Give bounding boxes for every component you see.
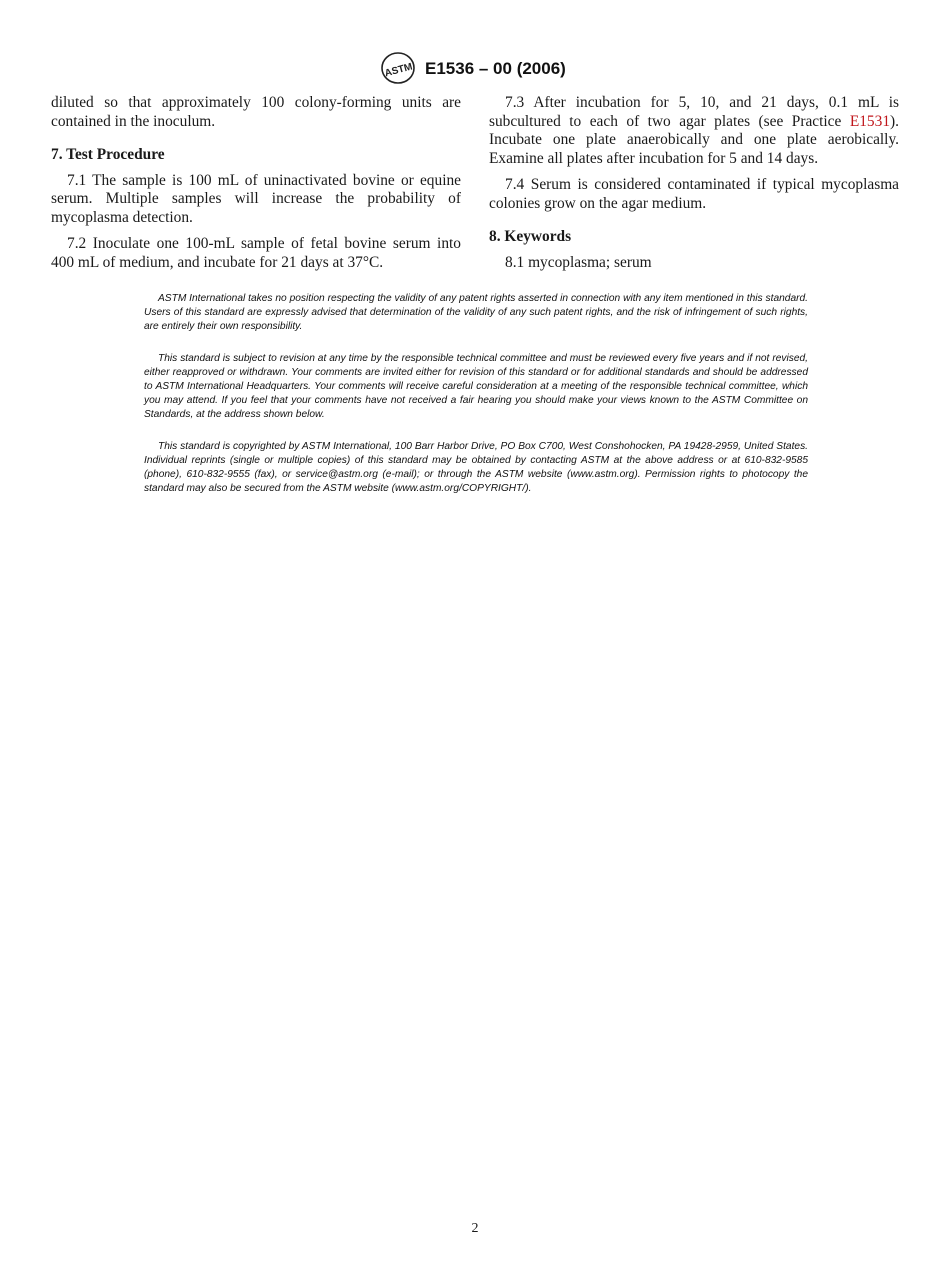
section-8-heading: 8. Keywords xyxy=(489,228,572,245)
paragraph-7-3-text: 7.3 After incubation for 5, 10, and 21 days, 0.1 mL is subcultured to each of two agar plates (see Practice xyxy=(489,94,899,130)
section-7-heading: 7. Test Procedure xyxy=(51,146,165,163)
paragraph-7-2: 7.2 Inoculate one 100-mL sample of fetal bovine serum into 400 mL of medium, and incubate for 21 days at 37°C. xyxy=(51,235,461,271)
continued-paragraph: diluted so that approximately 100 colony-forming units are contained in the inoculum. xyxy=(51,94,461,130)
paragraph-7-3 xyxy=(489,94,899,168)
legal-footnotes xyxy=(144,292,808,514)
svg-text:ASTM: ASTM xyxy=(383,61,414,80)
revision-notice: This standard is subject to revision at any time by the responsible technical committee and must be reviewed every five years and if not revised, either reapproved or withdrawn. Your comments are invited either for revision of this standard or for additional standards and should be addressed to ASTM International Headquarters. Your comments will receive careful consideration at a meeting of the responsible technical committee, which you may attend. If you feel that your comments have not received a fair hearing you should make your views known to the ASTM Committee on Standards, at the address shown below. xyxy=(144,353,808,420)
right-column xyxy=(489,94,899,280)
left-column xyxy=(51,94,461,280)
patent-notice: ASTM International takes no position respecting the validity of any patent rights asserted in connection with any item mentioned in this standard. Users of this standard are expressly advised that determination of the validity of any such patent rights, and the risk of infringement of such rights, are entirely their own responsibility. xyxy=(144,293,808,332)
astm-logo-icon xyxy=(380,52,416,84)
standard-designation: E1536 – 00 (2006) xyxy=(425,59,566,78)
copyright-notice: This standard is copyrighted by ASTM International, 100 Barr Harbor Drive, PO Box C700, West Conshohocken, PA 19428-2959, United States. Individual reprints (single or multiple copies) of this standard may be obtained by contacting ASTM at the above address or at 610-832-9585 (phone), 610-832-9555 (fax), or service@astm.org (e-mail); or through the ASTM website (www.astm.org). Permission rights to photocopy the standard may also be secured from the ASTM website (www.astm.org/COPYRIGHT/). xyxy=(144,441,808,494)
paragraph-8-1: 8.1 mycoplasma; serum xyxy=(505,253,652,271)
paragraph-7-3-text-end: ). Incubate one plate anaerobically and one plate aerobically. Examine all plates after incubation for 5 and 14 days. xyxy=(489,112,899,167)
e1531-link[interactable]: E1531 xyxy=(849,112,891,130)
page-header xyxy=(0,52,950,84)
paragraph-7-4: 7.4 Serum is considered contaminated if typical mycoplasma colonies grow on the agar medium. xyxy=(489,176,899,212)
paragraph-7-1: 7.1 The sample is 100 mL of uninactivated bovine or equine serum. Multiple samples will increase the probability of mycoplasma detection. xyxy=(51,171,461,226)
page-number: 2 xyxy=(471,1221,479,1236)
